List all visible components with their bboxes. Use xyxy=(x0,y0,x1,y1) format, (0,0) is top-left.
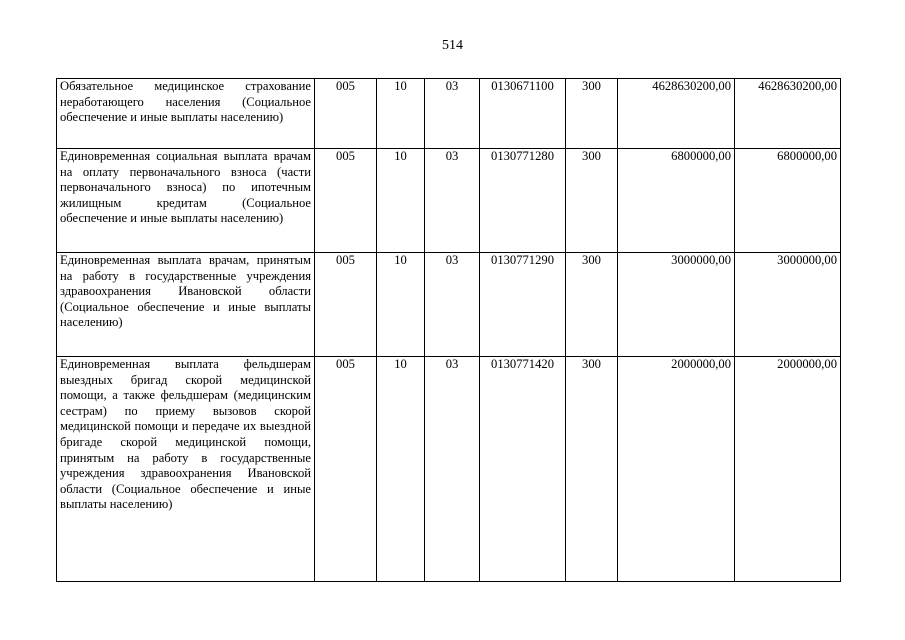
target-article-code: 0130671100 xyxy=(480,79,566,149)
expense-type-code: 300 xyxy=(566,149,618,253)
expense-type-code: 300 xyxy=(566,357,618,582)
amount-1: 6800000,00 xyxy=(618,149,735,253)
amount-2: 3000000,00 xyxy=(735,253,841,357)
amount-1: 4628630200,00 xyxy=(618,79,735,149)
row-description: Обязательное медицинское страхование неработающего населения (Социальное обеспечение и иные выплаты населению) xyxy=(57,79,315,149)
amount-2: 2000000,00 xyxy=(735,357,841,582)
section-code: 10 xyxy=(377,253,425,357)
page-number: 514 xyxy=(442,38,463,53)
section-code: 10 xyxy=(377,79,425,149)
row-description: Единовременная выплата фельдшерам выездных бригад скорой медицинской помощи, а также фельдшерам (медицинским сестрам) по приему вызовов скорой медицинской помощи и передаче их выездной бригаде скорой медицинской помощи, принятым на работу в государственные учреждения здравоохранения Ивановской области (Социальное обеспечение и иные выплаты населению) xyxy=(57,357,315,582)
amount-2: 4628630200,00 xyxy=(735,79,841,149)
row-description: Единовременная социальная выплата врачам на оплату первоначального взноса (части первоначального взноса) по ипотечным жилищным кредитам (Социальное обеспечение и иные выплаты населению) xyxy=(57,149,315,253)
section-code: 10 xyxy=(377,357,425,582)
ministry-code: 005 xyxy=(315,253,377,357)
table-row xyxy=(57,253,841,357)
expense-type-code: 300 xyxy=(566,253,618,357)
ministry-code: 005 xyxy=(315,357,377,582)
target-article-code: 0130771420 xyxy=(480,357,566,582)
ministry-code: 005 xyxy=(315,149,377,253)
row-description: Единовременная выплата врачам, принятым на работу в государственные учреждения здравоохранения Ивановской области (Социальное обеспечение и иные выплаты населению) xyxy=(57,253,315,357)
expense-type-code: 300 xyxy=(566,79,618,149)
amount-2: 6800000,00 xyxy=(735,149,841,253)
section-code: 10 xyxy=(377,149,425,253)
ministry-code: 005 xyxy=(315,79,377,149)
subsection-code: 03 xyxy=(425,149,480,253)
target-article-code: 0130771280 xyxy=(480,149,566,253)
subsection-code: 03 xyxy=(425,357,480,582)
amount-1: 3000000,00 xyxy=(618,253,735,357)
amount-1: 2000000,00 xyxy=(618,357,735,582)
table-row xyxy=(57,79,841,149)
budget-table xyxy=(56,78,841,582)
table-row xyxy=(57,357,841,582)
table-row xyxy=(57,149,841,253)
target-article-code: 0130771290 xyxy=(480,253,566,357)
subsection-code: 03 xyxy=(425,79,480,149)
subsection-code: 03 xyxy=(425,253,480,357)
